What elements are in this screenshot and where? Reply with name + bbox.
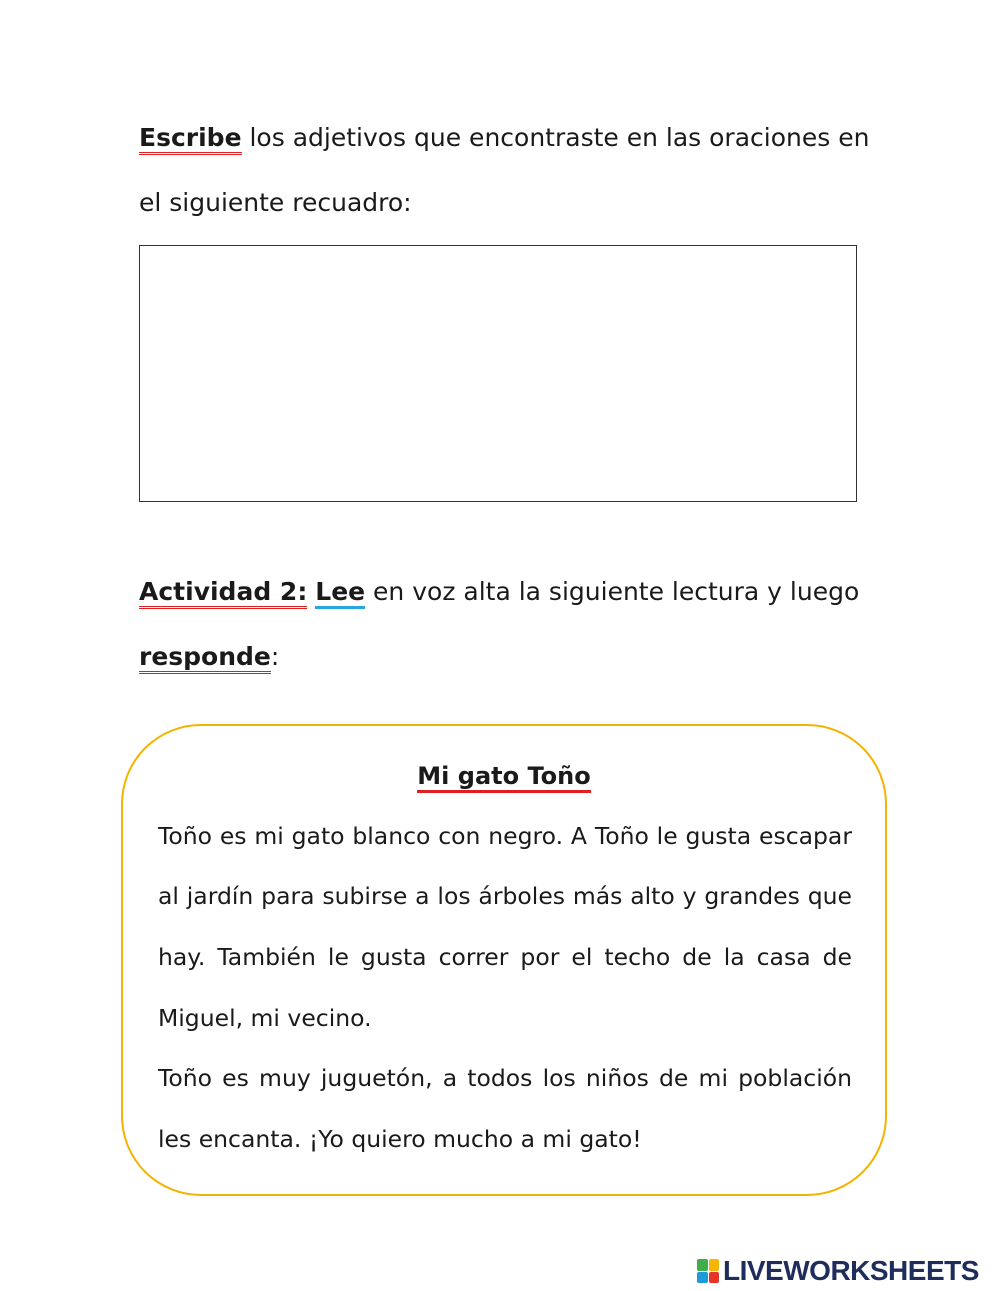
- activity-2-text: en voz alta la siguiente lectura y luego: [365, 577, 860, 606]
- activity-2-line-1: [139, 577, 859, 607]
- activity-2-title: Actividad 2:: [139, 577, 307, 609]
- instruction-text: los adjetivos que encontraste en las oraciones en: [241, 123, 870, 152]
- story-line-3: hay. También le gusta correr por el techo de la casa de: [158, 943, 852, 971]
- activity-2-verb-2: responde: [139, 642, 271, 674]
- story-line-2: al jardín para subirse a los árboles más alto y grandes que: [158, 882, 852, 910]
- liveworksheets-logo[interactable]: [697, 1255, 979, 1286]
- story-title: [0, 761, 1000, 791]
- story-line-4: Miguel, mi vecino.: [158, 1004, 372, 1032]
- answer-box[interactable]: [139, 245, 857, 502]
- story-line-1: Toño es mi gato blanco con negro. A Toño le gusta escapar: [158, 822, 852, 850]
- activity-2-colon: :: [270, 642, 280, 671]
- logo-icon: [697, 1259, 719, 1283]
- story-line-5: Toño es muy juguetón, a todos los niños de mi población: [158, 1064, 852, 1092]
- instruction-keyword: Escribe: [139, 123, 242, 155]
- instruction-line-2: el siguiente recuadro:: [139, 188, 412, 217]
- activity-2-line-2: [139, 642, 279, 672]
- activity-2-verb: Lee: [315, 577, 365, 609]
- logo-text: LIVEWORKSHEETS: [723, 1255, 979, 1286]
- story-line-6: les encanta. ¡Yo quiero mucho a mi gato!: [158, 1125, 642, 1153]
- story-title-text: Mi gato Toño: [417, 762, 590, 793]
- instruction-line-1: [139, 123, 869, 153]
